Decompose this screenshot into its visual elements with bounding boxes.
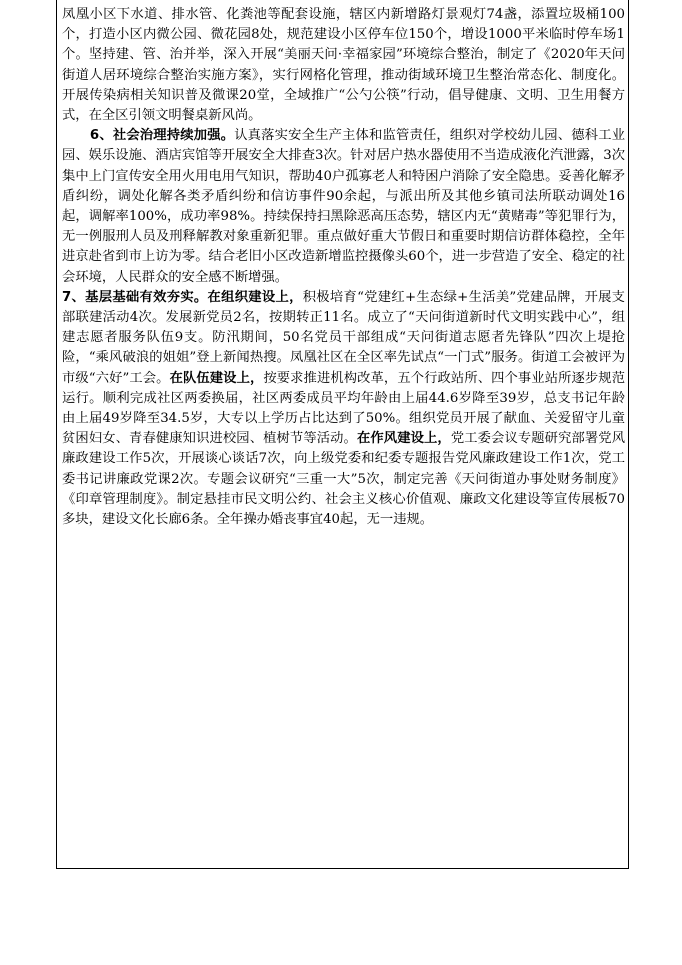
paragraph-environment	[62, 5, 625, 126]
paragraph-text: 凤凰小区下水道、排水管、化粪池等配套设施，辖区内新增路灯景观灯74盏，添置垃圾桶100个，打造小区内微公园、微花园8处，规范建设小区停车位150个，增设1000平米临时停车场1个。坚持建、管、治并举，深入开展“美丽天问·幸福家园”环境综合整治，制定了《2020年天问街道人居环境综合整治实施方案》，实行网格化管理，推动街域环境卫生整治常态化、制度化。开展传染病相关知识普及微课20堂，全域推广“公勺公筷”行动，倡导健康、文明、卫生用餐方式，在全区引领文明餐桌新风尚。	[62, 7, 625, 124]
paragraph-grassroots	[62, 288, 625, 530]
paragraph-text: 按要求推进机构改革，五个行政站所、四个事业站所逐步规范运行。顺利完成社区两委换届，社区两委成员平均年龄由上届44.6岁降至39岁，总支书记年龄由上届49岁降至34.5岁，大专以上学历占比达到了50%。组织党员开展了献血、关爱留守儿童贫困妇女、青春健康知识进校园、植树节等活动。	[62, 370, 625, 447]
section-heading-6: 6、社会治理持续加强。	[89, 128, 235, 144]
document-body	[62, 5, 625, 530]
paragraph-social-governance	[62, 126, 625, 288]
paragraph-text: 党工委会议专题研究部署党风廉政建设工作5次，开展谈心谈话7次，向上级党委和纪委专题报告党风廉政建设工作1次，党工委书记讲廉政党课2次。专题会议研究“三重一大”5次，制定完善《天问街道办事处财务制度》《印章管理制度》。制定悬挂市民文明公约、社会主义核心价值观、廉政文化建设等宣传展板70多块，建设文化长廊6条。全年操办婚丧事宜40起，无一违规。	[62, 431, 626, 528]
paragraph-text: 积极培育“党建红+生态绿+生活美”党建品牌，开展支部联建活动4次。发展新党员2名，按期转正11名。成立了“天问街道新时代文明实践中心”，组建志愿者服务队伍9支。防汛期间，50名党员干部组成“天问街道志愿者先锋队”四次上堤抢险，“乘风破浪的姐姐”登上新闻热搜。凤凰社区在全区率先试点“一门式”服务。街道工会被评为市级“六好”工会。	[62, 289, 625, 386]
paragraph-text: 认真落实安全生产主体和监管责任，组织对学校幼儿园、德科工业园、娱乐设施、酒店宾馆等开展安全大排查3次。针对居户热水器使用不当造成液化汽泄露，3次集中上门宣传安全用火用电用气知识，帮助40户孤寡老人和特困户消除了安全隐患。妥善化解矛盾纠纷，调处化解各类矛盾纠纷和信访事件90余起，与派出所及其他乡镇司法所联动调处16起，调解率100%，成功率98%。持续保持扫黑除恶高压态势，辖区内无“黄赌毒”等犯罪行为，无一例服刑人员及刑释解教对象重新犯罪。重点做好重大节假日和重要时期信访群体稳控，全年进京赴省到市上访为零。结合老旧小区改造新增监控摄像头60个，进一步营造了安全、稳定的社会环境，人民群众的安全感不断增强。	[62, 128, 625, 285]
section-heading-7: 7、基层基础有效夯实。在组织建设上，	[62, 289, 303, 305]
subheading-team-building: 在队伍建设上，	[169, 370, 264, 386]
subheading-style-building: 在作风建设上，	[356, 431, 451, 447]
